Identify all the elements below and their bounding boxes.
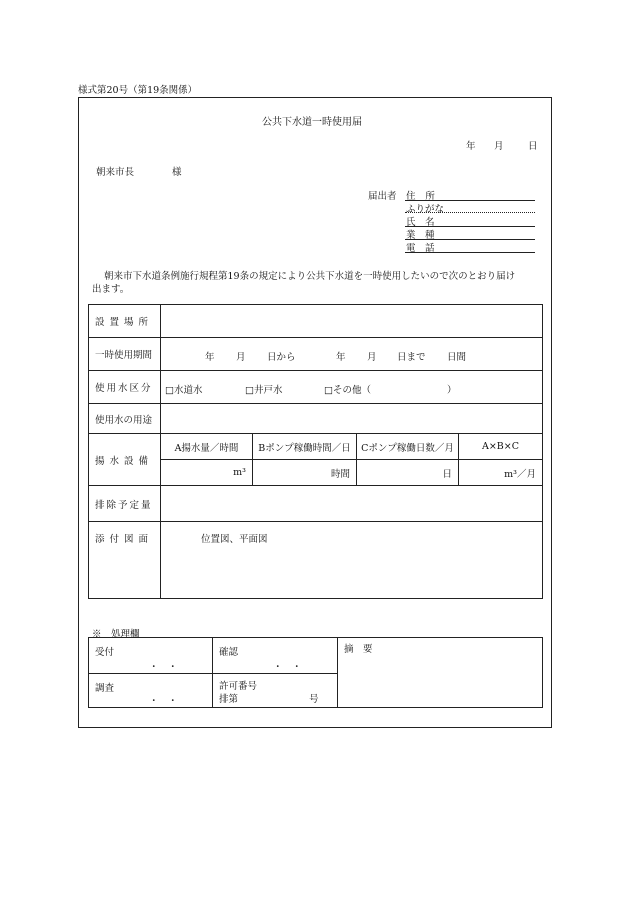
addressee-name: 朝来市長 [96,167,135,178]
processing-table [88,637,543,708]
application-table [88,304,543,599]
period-label: 一時使用期間 [89,338,161,371]
body-text-line-2: 出ます。 [92,284,130,295]
permit-label: 許可番号 [219,681,258,692]
pump-header-abc: A×B×C [459,434,543,460]
inspection-cell[interactable] [89,674,213,708]
confirm-label: 確認 [219,647,239,658]
receipt-cell[interactable] [89,638,213,674]
pump-unit-b[interactable]: 時間 [253,460,357,486]
applicant-furigana-label: ふりがな [406,204,445,215]
applicant-address-label: 住 所 [406,191,436,202]
form-title: 公共下水道一時使用届 [262,117,362,128]
date-month: 月 [494,141,504,152]
option-other[interactable]: □その他（ [324,385,371,396]
pump-header-b: Bポンプ稼働時間／日 [253,434,357,460]
water-use-row [89,404,543,434]
processing-title: ※ 処理欄 [92,629,140,640]
pumping-label: 揚水設備 [89,434,161,486]
attachment-value: 位置図、平面図 [161,522,543,599]
pump-unit-abc[interactable]: m³／月 [459,460,543,486]
period-to-month: 月 [367,352,377,363]
date-day: 日 [528,141,538,152]
period-from-year: 年 [205,352,215,363]
applicant-phone-label: 電 話 [406,243,435,254]
confirm-cell[interactable] [213,638,338,674]
applicant-label: 届出者 [368,191,397,202]
addressee-honorific: 様 [172,167,182,178]
permit-suffix: 号 [309,694,319,705]
removal-row [89,486,543,522]
water-use-label: 使用水の用途 [89,404,161,434]
date-year: 年 [466,141,476,152]
removal-label: 排除予定量 [89,486,161,522]
period-value[interactable] [161,338,543,371]
location-label: 設置場所 [89,305,161,338]
permit-prefix: 排第 [219,694,239,705]
pump-unit-a[interactable]: m³ [161,460,253,486]
option-tap-water[interactable]: □水道水 [165,385,203,396]
location-row [89,305,543,338]
confirm-date-dots: ・ ・ [273,662,302,673]
form-number: 様式第20号（第19条関係） [78,85,198,96]
summary-cell[interactable]: 摘 要 [338,638,543,708]
phone-line [405,252,535,253]
pump-header-row [89,434,543,460]
period-from-month: 月 [236,352,246,363]
processing-row-1 [89,638,543,674]
receipt-label: 受付 [95,647,115,658]
option-well-water[interactable]: □井戸水 [245,385,283,396]
water-use-value[interactable] [161,404,543,434]
period-to-year: 年 [336,352,346,363]
period-to-day: 日まで [397,352,426,363]
pump-header-c: Cポンプ稼働日数／月 [357,434,459,460]
water-class-label: 使用水区分 [89,371,161,404]
removal-value[interactable] [161,486,543,522]
attachment-row [89,522,543,599]
pump-header-a: A揚水量／時間 [161,434,253,460]
period-from-day: 日から [267,352,296,363]
attachment-label: 添付図面 [89,522,161,599]
period-days: 日間 [447,352,467,363]
pump-unit-c[interactable]: 日 [357,460,459,486]
inspection-date-dots: ・ ・ [149,696,178,707]
location-value[interactable] [161,305,543,338]
inspection-label: 調査 [95,683,115,694]
water-class-value [161,371,543,404]
option-other-close: ） [447,385,457,396]
applicant-industry-label: 業 種 [406,230,435,241]
period-row [89,338,543,371]
furigana-line [405,212,535,213]
permit-cell[interactable] [213,674,338,708]
water-class-row [89,371,543,404]
applicant-name-label: 氏 名 [406,217,435,228]
receipt-date-dots: ・ ・ [149,662,178,673]
body-text-line-1: 朝来市下水道条例施行規程第19条の規定により公共下水道を一時使用したいので次のとおり届け [104,271,516,282]
